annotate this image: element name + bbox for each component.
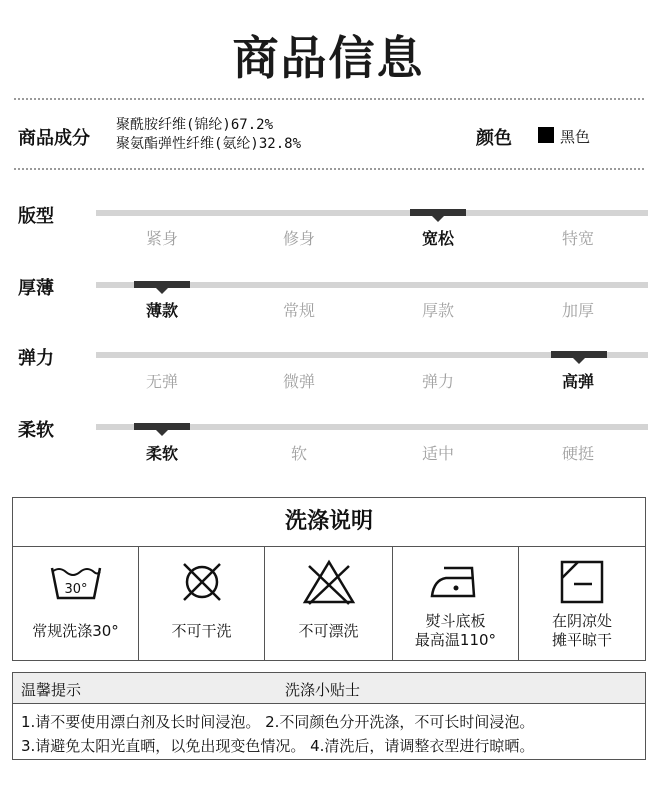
wash-text: 不可漂洗: [298, 622, 359, 640]
washing-title: 洗涤说明: [13, 498, 645, 547]
option-label: 硬挺: [561, 444, 594, 463]
option-label: 紧身: [145, 229, 178, 248]
wash-item: [13, 546, 139, 660]
option-label: 加厚: [561, 301, 594, 320]
tips-box: [12, 672, 646, 760]
option-label: 软: [290, 444, 307, 463]
wash-item: [265, 546, 393, 660]
wash-text: 不可干洗: [171, 622, 232, 640]
no-bleach-icon: [301, 558, 357, 606]
no-dry-clean-icon: [174, 558, 230, 606]
color-label: 颜色: [476, 128, 512, 149]
page-title: 商品信息: [232, 31, 425, 85]
wash-text-line-1: 在阴凉处: [551, 612, 612, 630]
option-label-selected: 高弹: [561, 372, 594, 391]
selected-marker: [410, 209, 466, 216]
tips-header: [13, 673, 645, 704]
option-label: 修身: [282, 229, 315, 248]
tips-header-center: 洗涤小贴士: [285, 681, 361, 699]
attribute-label: 版型: [18, 206, 54, 227]
wash-text-line-2: 最高温110°: [414, 631, 497, 649]
attribute-label: 弹力: [18, 348, 54, 369]
option-label: 特宽: [561, 229, 594, 248]
wash-text: [519, 612, 645, 650]
iron-low-icon: [428, 558, 484, 606]
tips-header-left: 温馨提示: [21, 681, 82, 699]
option-label: 微弹: [282, 372, 315, 391]
wash-text: [393, 612, 518, 650]
wash-item: [393, 546, 519, 660]
wash-temp-label: 30°: [63, 582, 88, 597]
option-label: 适中: [421, 444, 454, 463]
composition-values: [116, 116, 301, 154]
color-value: 黑色: [560, 128, 591, 146]
selected-marker: [134, 423, 190, 430]
divider-top: [14, 98, 644, 100]
option-label: 厚款: [421, 301, 454, 320]
composition-line-1: 聚酰胺纤维(锦纶)67.2%: [116, 117, 274, 133]
dry-flat-shade-icon: [554, 558, 610, 606]
attribute-track: [96, 210, 648, 216]
selected-marker: [551, 351, 607, 358]
composition-line-2: 聚氨酯弹性纤维(氨纶)32.8%: [116, 136, 302, 152]
divider-middle: [14, 168, 644, 170]
wash-text-line-2: 摊平晾干: [551, 631, 612, 649]
attribute-label: 柔软: [18, 420, 54, 441]
selected-marker: [134, 281, 190, 288]
option-label: 弹力: [421, 372, 454, 391]
tip-line-1: 1.请不要使用漂白剂及长时间浸泡。 2.不同颜色分开洗涤，不可长时间浸泡。: [21, 713, 535, 731]
wash-item: [139, 546, 265, 660]
option-label: 无弹: [145, 372, 178, 391]
attribute-label: 厚薄: [18, 278, 54, 299]
wash-text-line-1: 熨斗底板: [425, 612, 486, 630]
option-label-selected: 宽松: [421, 229, 454, 248]
wash-text: 常规洗涤30°: [32, 622, 119, 640]
option-label-selected: 柔软: [145, 444, 178, 463]
option-label-selected: 薄款: [145, 301, 178, 320]
wash-30-icon: [48, 558, 104, 606]
option-label: 常规: [282, 301, 315, 320]
wash-item: [519, 546, 645, 660]
composition-label: 商品成分: [18, 128, 90, 149]
color-swatch: [538, 127, 554, 143]
washing-instructions: [12, 497, 646, 661]
tip-line-2: 3.请避免太阳光直晒，以免出现变色情况。 4.清洗后，请调整衣型进行晾晒。: [21, 737, 535, 755]
